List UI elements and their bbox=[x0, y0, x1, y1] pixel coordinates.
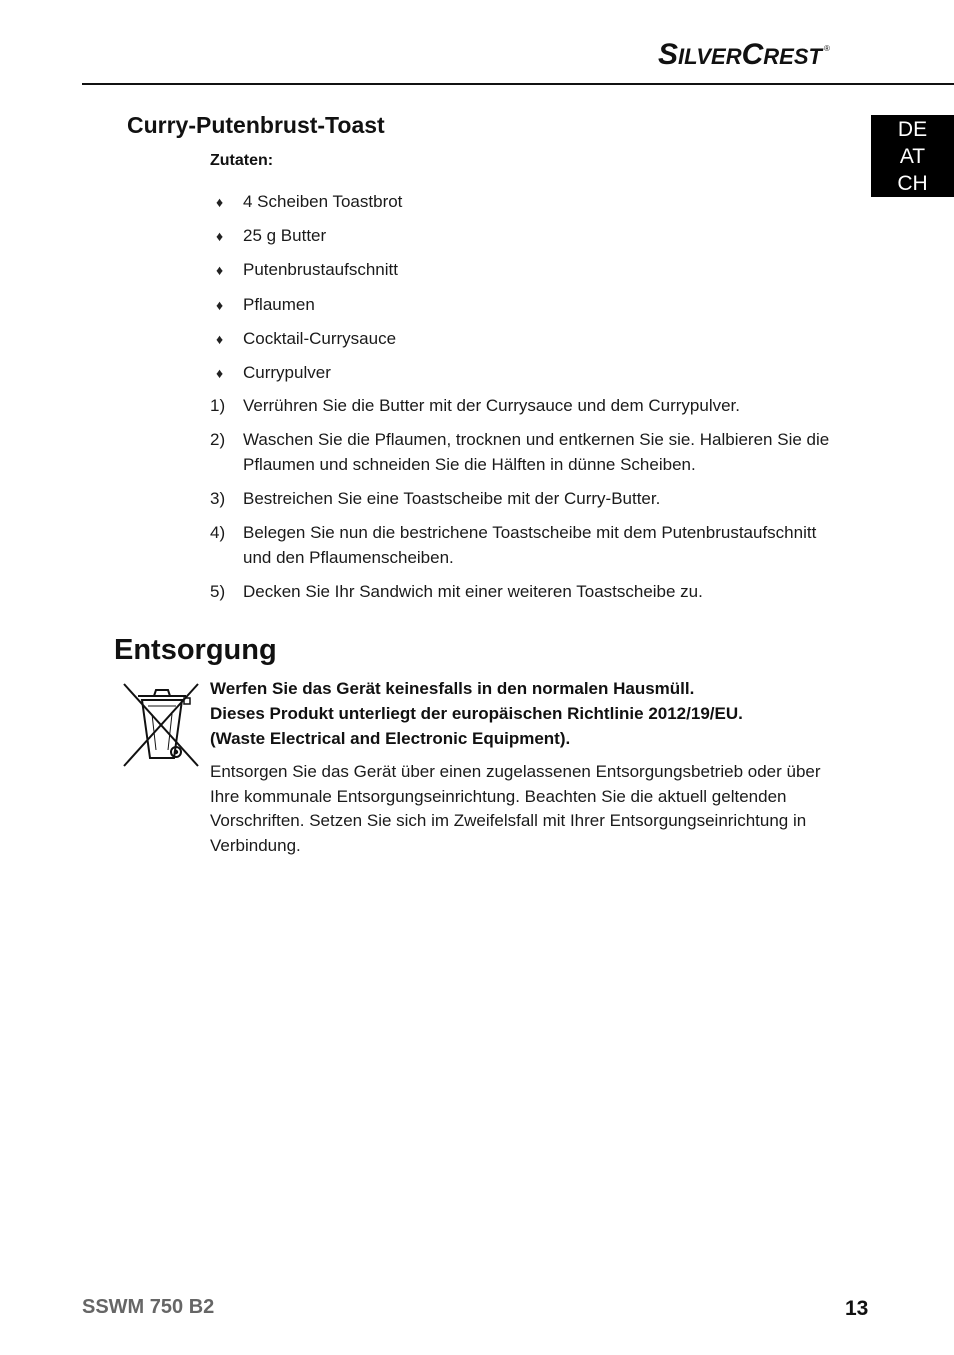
disposal-text: Entsorgen Sie das Gerät über einen zugelassenen Entsorgungsbetrieb oder über Ihre kommunale Entsorgungseinrichtung. Beachten Sie die aktuell geltenden Vorschriften. Setzen Sie sich im Zweifelsfall mit Ihrer Entsorgungseinrichtung in Verbindung. bbox=[210, 762, 821, 855]
ingredients-label: Zutaten: bbox=[210, 152, 274, 169]
language-tab bbox=[871, 115, 954, 197]
step-item bbox=[210, 520, 840, 570]
ingredients-list bbox=[216, 190, 402, 395]
step-text: Verrühren Sie die Butter mit der Currysauce und dem Currypulver. bbox=[243, 396, 741, 415]
disposal-title: Entsorgung bbox=[114, 634, 277, 666]
language-de: DE bbox=[897, 118, 928, 141]
step-number: 1) bbox=[210, 396, 226, 415]
step-number: 4) bbox=[210, 523, 226, 542]
step-text: Bestreichen Sie eine Toastscheibe mit der Curry-Butter. bbox=[243, 489, 661, 508]
warning-line: Dieses Produkt unterliegt der europäischen Richtlinie 2012/19/EU. bbox=[210, 704, 743, 723]
diamond-bullet-icon: ♦ bbox=[216, 194, 224, 210]
diamond-bullet-icon: ♦ bbox=[216, 364, 224, 381]
ingredient-item bbox=[216, 293, 402, 327]
step-number: 3) bbox=[210, 489, 226, 508]
step-number: 5) bbox=[210, 582, 226, 601]
step-item bbox=[210, 393, 840, 418]
brand-word-rest: REST bbox=[763, 44, 822, 69]
brand-letter-s: S bbox=[658, 38, 679, 71]
ingredient-text: Pflaumen bbox=[243, 294, 315, 314]
step-number: 2) bbox=[210, 430, 226, 449]
steps-list bbox=[210, 393, 840, 613]
step-item bbox=[210, 427, 840, 477]
brand-letter-c: C bbox=[741, 38, 764, 71]
ingredient-text: Putenbrustaufschnitt bbox=[243, 260, 398, 280]
warning-line: Werfen Sie das Gerät keinesfalls in den normalen Hausmüll. bbox=[210, 679, 695, 698]
ingredient-text: 4 Scheiben Toastbrot bbox=[243, 192, 403, 211]
diamond-bullet-icon: ♦ bbox=[216, 262, 224, 279]
diamond-bullet-icon: ♦ bbox=[216, 296, 224, 313]
ingredient-item bbox=[216, 361, 402, 395]
crossed-out-wheelie-bin-icon bbox=[120, 680, 202, 770]
brand-logo bbox=[658, 38, 863, 74]
page-number: 13 bbox=[845, 1297, 869, 1320]
model-number: SSWM 750 B2 bbox=[82, 1296, 215, 1318]
step-item bbox=[210, 579, 840, 604]
brand-word-ilver: ILVER bbox=[678, 44, 742, 69]
step-text: Waschen Sie die Pflaumen, trocknen und entkernen Sie sie. Halbieren Sie die Pflaumen und schneiden Sie die Hälften in dünne Scheiben. bbox=[243, 430, 830, 474]
ingredient-item bbox=[216, 190, 402, 224]
ingredient-text: 25 g Butter bbox=[243, 226, 327, 246]
ingredient-item bbox=[216, 224, 402, 258]
ingredient-item bbox=[216, 327, 402, 361]
header-rule bbox=[82, 83, 954, 85]
step-text: Belegen Sie nun die bestrichene Toastscheibe mit dem Putenbrustaufschnitt und den Pflaumenscheiben. bbox=[243, 523, 817, 567]
ingredient-text: Cocktail-Currysauce bbox=[243, 328, 397, 348]
step-text: Decken Sie Ihr Sandwich mit einer weiteren Toastscheibe zu. bbox=[243, 582, 703, 601]
recipe-title: Curry-Putenbrust-Toast bbox=[127, 112, 385, 138]
warning-line: (Waste Electrical and Electronic Equipment). bbox=[210, 729, 571, 748]
language-at: AT bbox=[899, 145, 926, 168]
diamond-bullet-icon: ♦ bbox=[216, 330, 224, 347]
ingredient-item bbox=[216, 258, 402, 292]
disposal-warning bbox=[210, 676, 850, 751]
step-item bbox=[210, 486, 840, 511]
diamond-bullet-icon: ♦ bbox=[216, 228, 224, 245]
language-ch: CH bbox=[897, 172, 928, 195]
registered-mark: ® bbox=[823, 44, 830, 53]
ingredient-text: Currypulver bbox=[243, 362, 331, 382]
